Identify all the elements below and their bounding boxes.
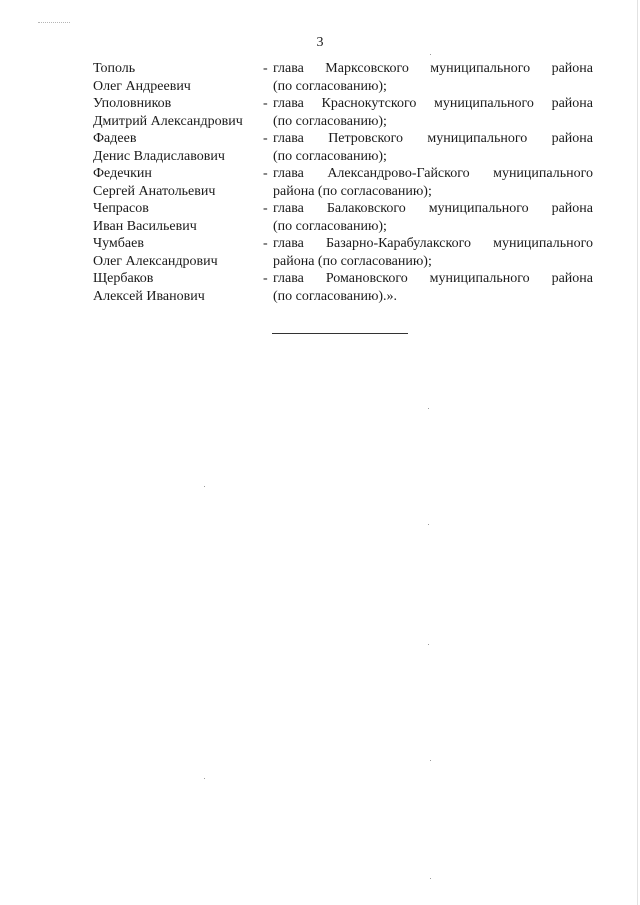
position-line: глава Базарно-Карабулакского муниципального	[273, 236, 593, 251]
scan-speck	[428, 644, 429, 645]
member-surname: Чумбаев	[93, 236, 144, 251]
member-position	[263, 165, 593, 200]
position-line: района (по согласованию);	[273, 183, 432, 199]
roster-entry	[93, 200, 593, 235]
position-line: района (по согласованию);	[273, 253, 432, 269]
member-given-names: Дмитрий Александрович	[93, 113, 243, 129]
position-line: (по согласованию);	[273, 148, 387, 164]
member-position	[263, 200, 593, 235]
member-name	[93, 165, 263, 200]
roster-entry	[93, 235, 593, 270]
roster-entry	[93, 270, 593, 305]
member-given-names: Сергей Анатольевич	[93, 183, 216, 199]
member-given-names: Алексей Иванович	[93, 288, 205, 304]
entry-dash: -	[263, 201, 268, 216]
member-surname: Фадеев	[93, 131, 137, 146]
scan-speck	[430, 878, 431, 879]
roster-entry	[93, 60, 593, 95]
position-line: глава Романовского муниципального района	[273, 271, 593, 286]
member-surname: Чепрасов	[93, 201, 149, 216]
scan-speck	[430, 760, 431, 761]
entry-dash: -	[263, 61, 268, 76]
member-name	[93, 200, 263, 235]
position-line: (по согласованию);	[273, 218, 387, 234]
entry-dash: -	[263, 271, 268, 286]
scan-edge-line	[637, 0, 638, 905]
member-name	[93, 235, 263, 270]
position-line: (по согласованию);	[273, 78, 387, 94]
member-name	[93, 95, 263, 130]
member-position	[263, 270, 593, 305]
member-name	[93, 60, 263, 95]
scan-speck	[428, 524, 429, 525]
entry-dash: -	[263, 131, 268, 146]
member-surname: Щербаков	[93, 271, 154, 286]
position-line: глава Краснокутского муниципального района	[273, 96, 593, 111]
member-surname: Уполовников	[93, 96, 172, 111]
position-line: (по согласованию);	[273, 113, 387, 129]
position-line: глава Марксовского муниципального района	[273, 61, 593, 76]
member-given-names: Олег Андреевич	[93, 78, 191, 94]
entry-dash: -	[263, 96, 268, 111]
member-position	[263, 60, 593, 95]
scan-speck	[428, 408, 429, 409]
end-of-list-rule	[272, 333, 408, 334]
entry-dash: -	[263, 166, 268, 181]
scan-speck	[204, 778, 205, 779]
scan-corner-mark	[38, 22, 70, 23]
member-surname: Тополь	[93, 61, 136, 76]
position-line: (по согласованию).».	[273, 288, 398, 304]
member-position	[263, 130, 593, 165]
position-line: глава Александрово-Гайского муниципального	[273, 166, 593, 181]
roster-entry	[93, 165, 593, 200]
member-position	[263, 235, 593, 270]
scan-speck	[204, 486, 205, 487]
entry-dash: -	[263, 236, 268, 251]
scan-speck	[430, 54, 431, 55]
member-position	[263, 95, 593, 130]
roster-entry	[93, 130, 593, 165]
member-name	[93, 270, 263, 305]
page-number: 3	[316, 35, 324, 50]
member-given-names: Иван Васильевич	[93, 218, 197, 234]
member-surname: Федечкин	[93, 166, 152, 181]
member-given-names: Денис Владиславович	[93, 148, 225, 164]
position-line: глава Петровского муниципального района	[273, 131, 593, 146]
member-name	[93, 130, 263, 165]
roster-entry	[93, 95, 593, 130]
member-given-names: Олег Александрович	[93, 253, 218, 269]
position-line: глава Балаковского муниципального района	[273, 201, 593, 216]
member-roster	[93, 60, 593, 305]
